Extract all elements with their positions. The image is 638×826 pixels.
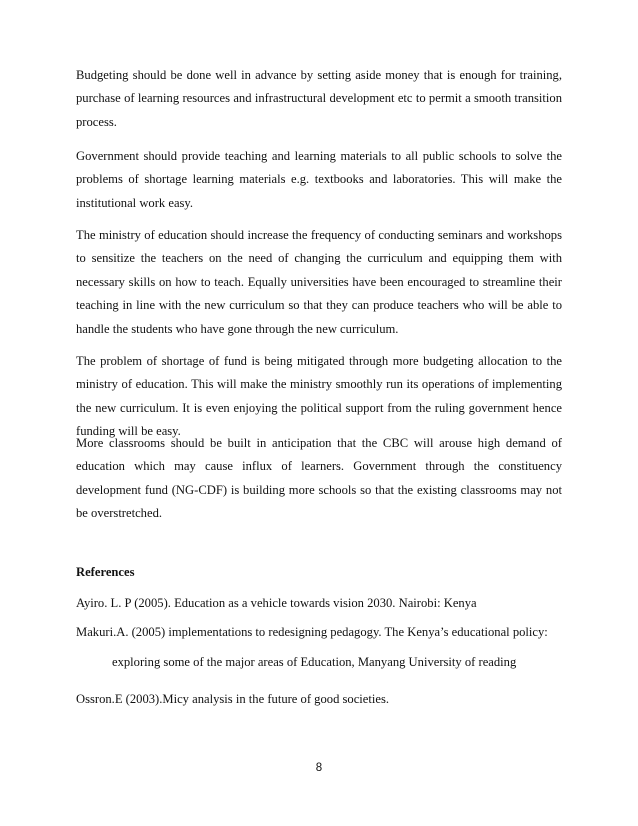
references-heading: References xyxy=(76,565,135,579)
reference-entry: Ayiro. L. P (2005). Education as a vehicle towards vision 2030. Nairobi: Kenya xyxy=(76,596,477,610)
reference-entry: Ossron.E (2003).Micy analysis in the future of good societies. xyxy=(76,692,390,706)
paragraph-classrooms: More classrooms should be built in anticipation that the CBC will arouse high demand of education which may cause influx of learners. Government through the constituency development fund (NG-CDF) is building more schools so that the existing classrooms may not be overstretched. xyxy=(76,436,562,521)
page-number: 8 xyxy=(315,762,323,774)
paragraph-fund-shortage: The problem of shortage of fund is being mitigated through more budgeting allocation to the ministry of education. This will make the ministry smoothly run its operations of implementing the new curriculum. It is even enjoying the political support from the ruling government hence funding will be easy. xyxy=(76,354,562,439)
paragraph-ministry-seminars: The ministry of education should increase the frequency of conducting seminars and workshops to sensitize the teachers on the need of changing the curriculum and equipping them with necessary skills on how to teach. Equally universities have been encouraged to streamline their teaching in line with the new curriculum so that they can produce teachers who will be able to handle the students who have gone through the new curriculum. xyxy=(76,228,562,336)
paragraph-government-materials: Government should provide teaching and learning materials to all public schools to solve the problems of shortage learning materials e.g. textbooks and laboratories. This will make the institutional work easy. xyxy=(76,149,562,210)
reference-entry-continuation: exploring some of the major areas of Education, Manyang University of reading xyxy=(112,655,517,669)
reference-entry: Makuri.A. (2005) implementations to redesigning pedagogy. The Kenya’s educational policy: xyxy=(76,625,548,639)
paragraph-budgeting: Budgeting should be done well in advance by setting aside money that is enough for training, purchase of learning resources and infrastructural development etc to permit a smooth transition process. xyxy=(76,68,562,129)
